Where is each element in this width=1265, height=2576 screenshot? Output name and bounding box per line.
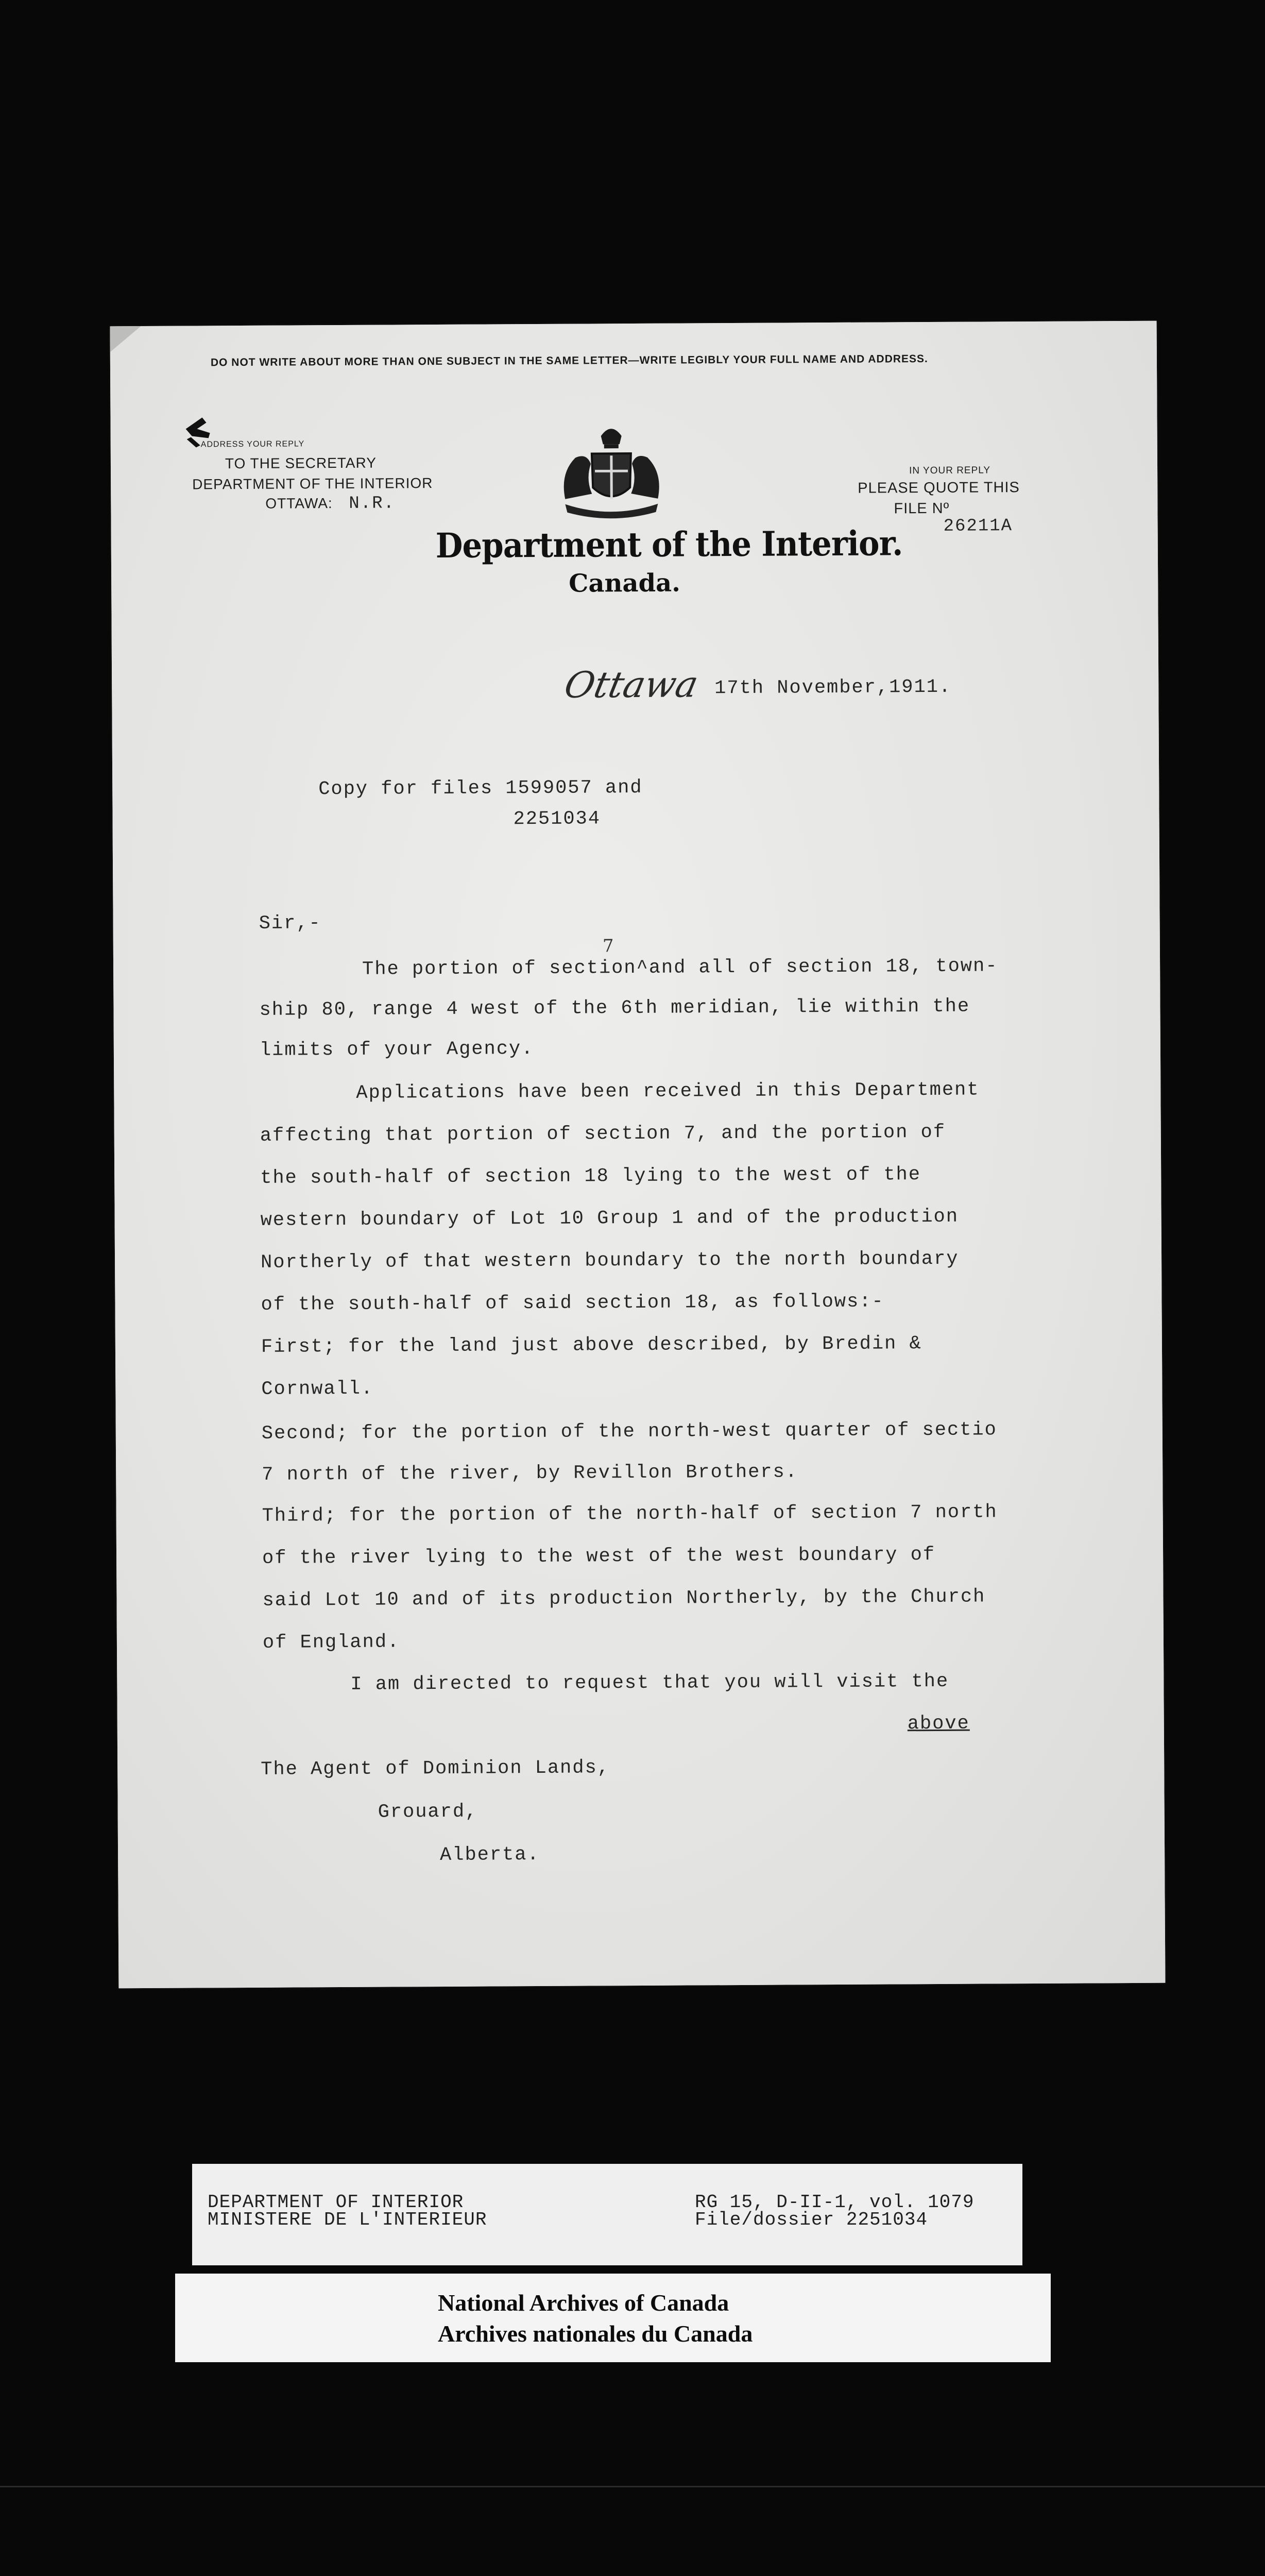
addressee-line-3: Alberta. <box>440 1844 540 1867</box>
body-line: western boundary of Lot 10 Group 1 and of the production <box>260 1206 959 1231</box>
body-line: of the river lying to the west of the west boundary of <box>262 1544 936 1569</box>
banner-line-1: National Archives of Canada <box>438 2290 729 2316</box>
city-script: Ottawa <box>560 663 702 706</box>
body-line: of the south-half of said section 18, as follows:- <box>261 1291 884 1316</box>
addressee-line-1: The Agent of Dominion Lands, <box>261 1757 610 1781</box>
body-line: Applications have been received in this Department <box>356 1079 980 1104</box>
letter-date: 17th November,1911. <box>714 676 952 700</box>
label-left-line-2: MINISTERE DE L'INTERIEUR <box>208 2209 487 2230</box>
catchword: above <box>907 1713 970 1735</box>
address-line-1: ADDRESS YOUR REPLY <box>200 439 305 449</box>
address-line-2: TO THE SECRETARY <box>225 454 377 472</box>
salutation: Sir,- <box>259 912 321 935</box>
body-line: First; for the land just above described, by Bredin & <box>261 1333 922 1358</box>
body-line: ship 80, range 4 west of the 6th meridian, lie within the <box>259 995 970 1021</box>
letter-page <box>110 321 1166 1989</box>
royal-crest-icon <box>555 421 669 520</box>
file-number: 26211A <box>943 516 1013 536</box>
folded-corner <box>110 326 141 352</box>
body-line: affecting that portion of section 7, and the portion of <box>260 1121 946 1147</box>
reply-line-2: PLEASE QUOTE THIS <box>858 479 1020 497</box>
film-edge-line <box>0 2486 1265 2487</box>
reply-line-1: IN YOUR REPLY <box>909 465 991 477</box>
insert-mark: 7 <box>602 936 614 957</box>
body-line: Second; for the portion of the north-west quarter of sectio <box>261 1419 997 1445</box>
body-line: 7 north of the river, by Revillon Brothers. <box>262 1461 798 1486</box>
address-line-4: OTTAWA: <box>265 495 333 512</box>
body-line: limits of your Agency. <box>259 1038 534 1061</box>
address-line-3: DEPARTMENT OF THE INTERIOR <box>192 475 433 493</box>
archive-reference-label <box>192 2164 1022 2265</box>
archives-banner <box>175 2274 1051 2362</box>
body-line: The portion of section^and all of section 18, town- <box>362 955 998 980</box>
body-line: Northerly of that western boundary to the north boundary <box>260 1248 959 1274</box>
addressee-line-2: Grouard, <box>378 1801 478 1823</box>
body-line: Third; for the portion of the north-half of section 7 north <box>262 1501 998 1527</box>
body-line: the south-half of section 18 lying to the west of the <box>260 1164 921 1189</box>
label-left-line-1: DEPARTMENT OF INTERIOR <box>208 2192 464 2213</box>
copy-line-1: Copy for files 1599057 and <box>318 776 643 801</box>
country-title: Canada. <box>569 568 681 598</box>
label-right-line-1: RG 15, D-II-1, vol. 1079 <box>695 2192 975 2213</box>
copy-line-2: 2251034 <box>513 808 601 831</box>
body-line: of England. <box>262 1631 400 1654</box>
body-line: Cornwall. <box>261 1378 374 1400</box>
body-line: said Lot 10 and of its production Northerly, by the Church <box>262 1586 986 1612</box>
label-right-line-2: File/dossier 2251034 <box>695 2209 928 2230</box>
banner-line-2: Archives nationales du Canada <box>438 2320 753 2347</box>
address-initials: N.R. <box>349 494 396 514</box>
department-title: Department of the Interior. <box>435 523 903 566</box>
letterhead-warning: DO NOT WRITE ABOUT MORE THAN ONE SUBJECT IN THE SAME LETTER—WRITE LEGIBLY YOUR FULL NAME AND ADDRESS. <box>210 353 928 369</box>
body-line: I am directed to request that you will visit the <box>350 1670 949 1696</box>
reply-line-3: FILE Nº <box>894 500 950 517</box>
